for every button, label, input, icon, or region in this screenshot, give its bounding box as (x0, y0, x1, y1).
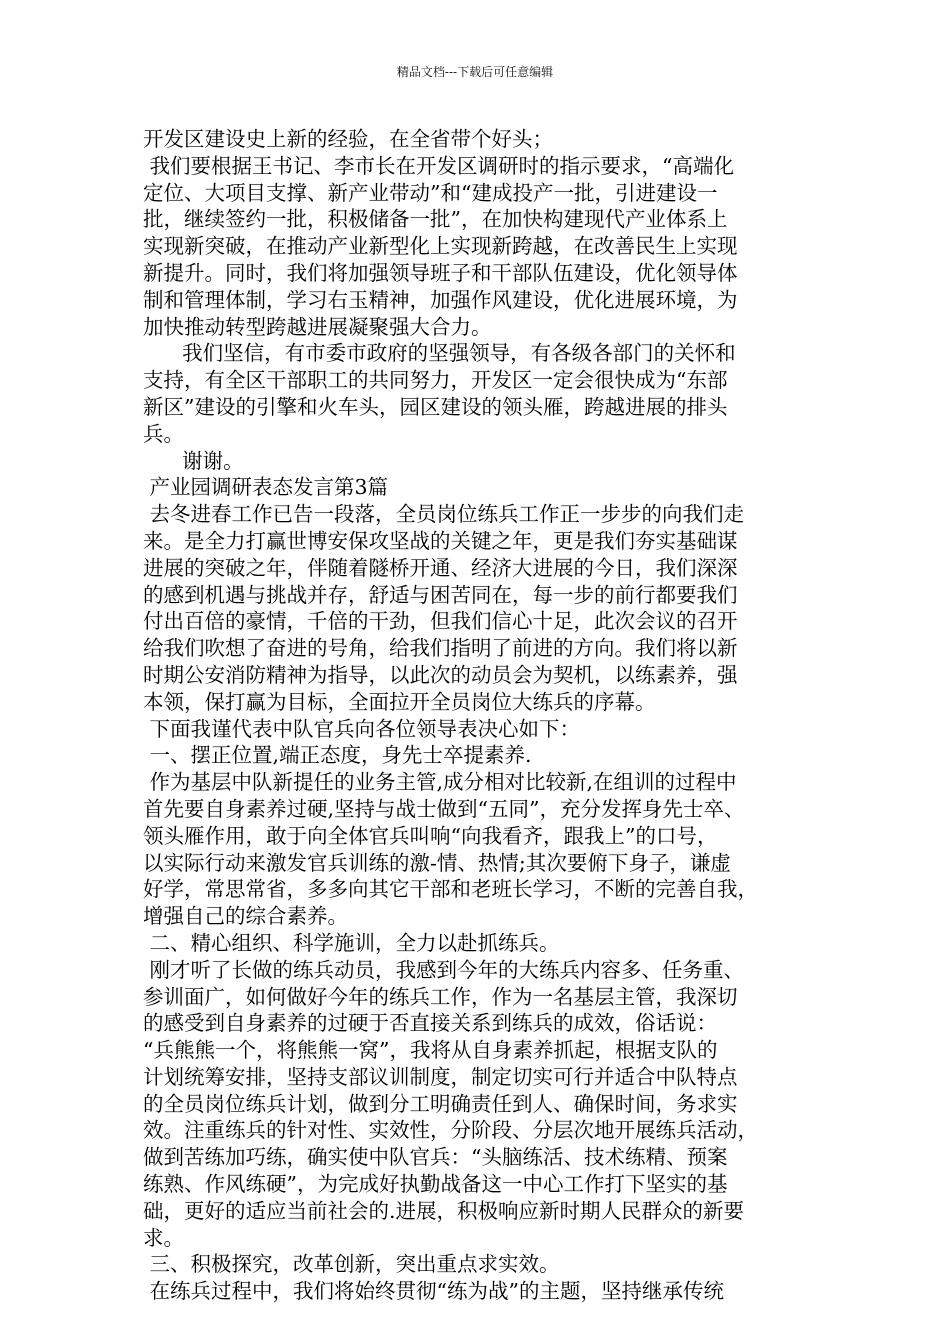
text-line: 我们要根据王书记、李市长在开发区调研时的指示要求，“高端化 (143, 153, 734, 178)
text-line: 的感受到自身素养的过硬于否直接关系到练兵的成效，俗话说： (143, 1011, 717, 1036)
text-line: 一、摆正位置,端正态度，身先士卒提素养. (143, 743, 532, 768)
text-line: 以实际行动来激发官兵训练的激-情、热情;其次要俯下身子，谦虚 (143, 850, 731, 875)
text-line: 我们坚信，有市委市政府的坚强领导，有各级各部门的关怀和 (143, 341, 736, 366)
text-line: 开发区建设史上新的经验，在全省带个好头； (143, 127, 553, 151)
text-line: 谢谢。 (143, 448, 244, 473)
text-line: 领头雁作用，敢于向全体官兵叫响“向我看齐，跟我上”的口号， (143, 823, 718, 848)
text-line: 的感到机遇与挑战并存，舒适与困苦同在，每一步的前行都要我们 (143, 582, 738, 607)
text-line: 给我们吹想了奋进的号角，给我们指明了前进的方向。我们将以新 (143, 636, 738, 661)
text-line: 定位、大项目支撑、新产业带动”和“建成投产一批，引进建设一 (143, 180, 718, 205)
text-line: 刚才听了长做的练兵动员，我感到今年的大练兵内容多、任务重、 (143, 957, 745, 982)
text-line: 础，更好的适应当前社会的.进展，积极响应新时期人民群众的新要 (143, 1198, 745, 1223)
text-line: 本领，保打赢为目标，全面拉开全员岗位大练兵的序幕。 (143, 689, 656, 714)
text-line: 实现新突破，在推动产业新型化上实现新跨越，在改善民生上实现 (143, 234, 738, 259)
text-line: 付出百倍的豪情，千倍的干劲，但我们信心十足，此次会议的召开 (143, 609, 738, 634)
text-line: 去冬进春工作已告一段落，全员岗位练兵工作正一步步的向我们走 (143, 502, 745, 527)
text-line: 来。是全力打赢世博安保攻坚战的关键之年，更是我们夯实基础谋 (143, 528, 738, 553)
text-line: 制和管理体制，学习右玉精神，加强作风建设，优化进展环境，为 (143, 287, 738, 312)
text-line: 支持，有全区干部职工的共同努力，开发区一定会很快成为“东部 (143, 368, 728, 393)
page-header: 精品文档---下载后可任意编辑 (396, 65, 554, 79)
text-line: 加快推动转型跨越进展凝聚强大合力。 (143, 314, 492, 339)
text-line: 新提升。同时，我们将加强领导班子和干部队伍建设，优化领导体 (143, 260, 738, 285)
text-line: 三、积极探究，改革创新，突出重点求实效。 (143, 1252, 560, 1277)
text-line: 下面我谨代表中队官兵向各位领导表决心如下： (143, 716, 581, 741)
text-line: 批，继续签约一批，积极储备一批”，在加快构建现代产业体系上 (143, 207, 728, 232)
text-line: 作为基层中队新提任的业务主管,成分相对比较新,在组训的过程中 (143, 770, 737, 795)
text-line: “兵熊熊一个，将熊熊一窝”，我将从自身素养抓起，根据支队的 (143, 1038, 718, 1063)
text-line: 参训面广，如何做好今年的练兵工作，作为一名基层主管，我深切 (143, 984, 738, 1009)
text-line: 练熟、作风练硬”，为完成好执勤战备这一中心工作打下坚实的基 (143, 1172, 728, 1197)
text-line: 首先要自身素养过硬,坚持与战士做到“五同”，充分发挥身先士卒、 (143, 796, 745, 821)
text-line: 兵。 (143, 421, 184, 446)
text-line: 做到苦练加巧练，确实使中队官兵：“头脑练活、技术练精、预案 (143, 1145, 728, 1170)
text-line: 进展的突破之年，伴随着隧桥开通、经济大进展的今日，我们深深 (143, 555, 738, 580)
document-body (143, 126, 833, 1305)
text-line: 时期公安消防精神为指导，以此次的动员会为契机，以练素养，强 (143, 662, 738, 687)
text-line: 在练兵过程中，我们将始终贯彻“练为战”的主题，坚持继承传统 (143, 1279, 724, 1304)
text-line: 的全员岗位练兵计划，做到分工明确责任到人、确保时间，务求实 (143, 1091, 738, 1116)
text-line: 新区”建设的引擎和火车头，园区建设的领头雁，跨越进展的排头 (143, 394, 728, 419)
text-line: 计划统筹安排，坚持支部议训制度，制定切实可行并适合中队特点 (143, 1064, 738, 1089)
text-line: 好学，常思常省，多多向其它干部和老班长学习，不断的完善自我， (143, 877, 758, 902)
text-line: 二、精心组织、科学施训，全力以赴抓练兵。 (143, 930, 560, 955)
text-line: 效。注重练兵的针对性、实效性，分阶段、分层次地开展练兵活动， (143, 1118, 758, 1143)
text-line: 求。 (143, 1225, 184, 1250)
text-line: 增强自己的综合素养。 (143, 904, 348, 929)
text-line: 产业园调研表态发言第3篇 (143, 475, 389, 500)
